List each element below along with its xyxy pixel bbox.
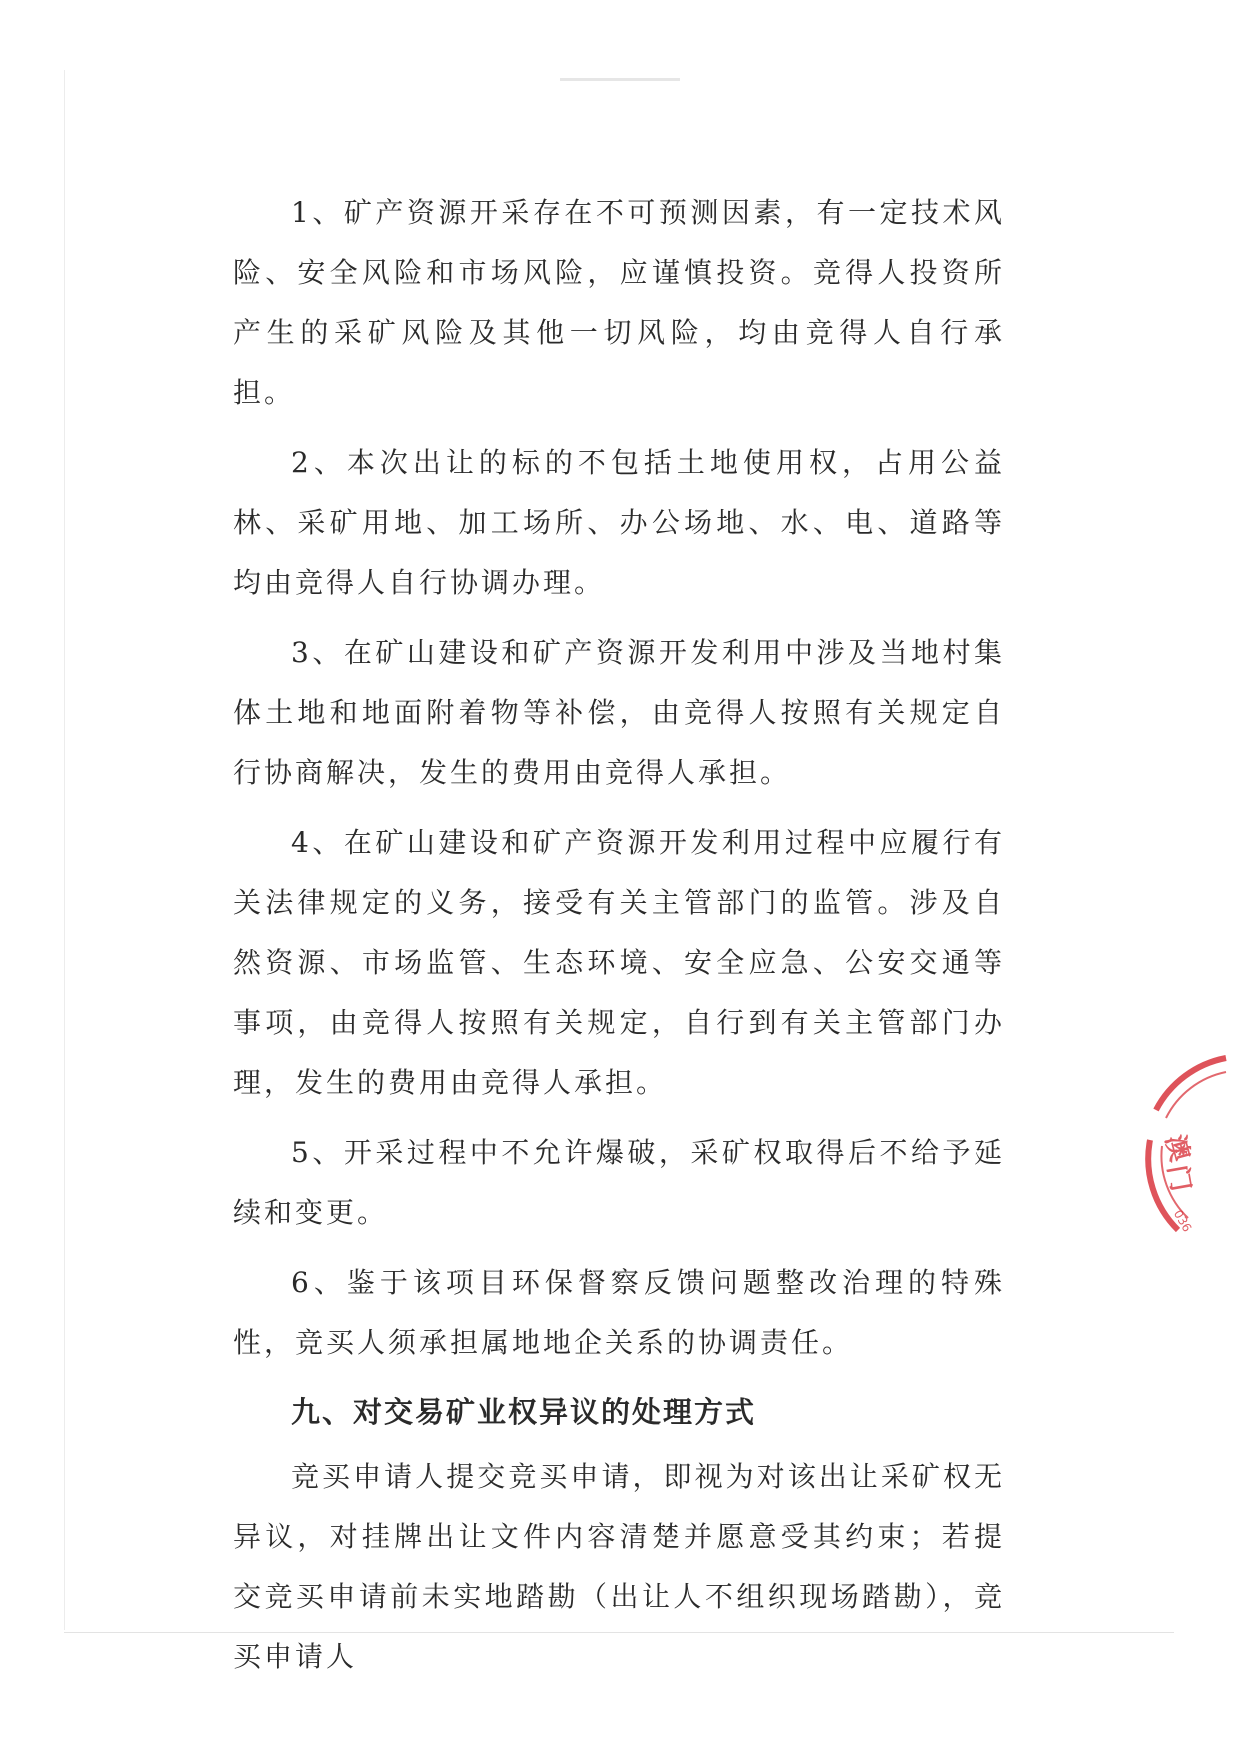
svg-text:036: 036 — [1170, 1207, 1195, 1235]
document-body — [233, 183, 1005, 1697]
svg-text:澳: 澳 — [1158, 1131, 1195, 1165]
svg-text:门: 门 — [1161, 1162, 1196, 1194]
paragraph-4: 4、在矿山建设和矿产资源开发利用过程中应履行有关法律规定的义务，接受有关主管部门的监管。涉及自然资源、市场监管、生态环境、安全应急、公安交通等事项，由竞得人按照有关规定，自行到有关主管部门办理，发生的费用由竞得人承担。 — [233, 826, 1005, 1099]
section-heading: 九、对交易矿业权异议的处理方式 — [291, 1395, 757, 1429]
section-paragraph: 竞买申请人提交竞买申请，即视为对该出让采矿权无异议，对挂牌出让文件内容清楚并愿意受其约束；若提交竞买申请前未实地踏勘（出让人不组织现场踏勘），竞买申请人 — [233, 1460, 1005, 1673]
partial-red-seal-icon — [1138, 1050, 1228, 1250]
scan-mark — [560, 78, 680, 81]
scan-edge — [64, 70, 65, 1630]
paragraph-5: 5、开采过程中不允许爆破，采矿权取得后不给予延续和变更。 — [233, 1136, 1005, 1229]
paragraph-1: 1、矿产资源开采存在不可预测因素，有一定技术风险、安全风险和市场风险，应谨慎投资。竞得人投资所产生的采矿风险及其他一切风险，均由竞得人自行承担。 — [233, 196, 1005, 409]
paragraph-2: 2、本次出让的标的不包括土地使用权，占用公益林、采矿用地、加工场所、办公场地、水、电、道路等均由竞得人自行协调办理。 — [233, 446, 1005, 599]
paragraph-6: 6、鉴于该项目环保督察反馈问题整改治理的特殊性，竞买人须承担属地地企关系的协调责任。 — [233, 1266, 1005, 1359]
paragraph-3: 3、在矿山建设和矿产资源开发利用中涉及当地村集体土地和地面附着物等补偿，由竞得人按照有关规定自行协商解决，发生的费用由竞得人承担。 — [233, 636, 1005, 789]
